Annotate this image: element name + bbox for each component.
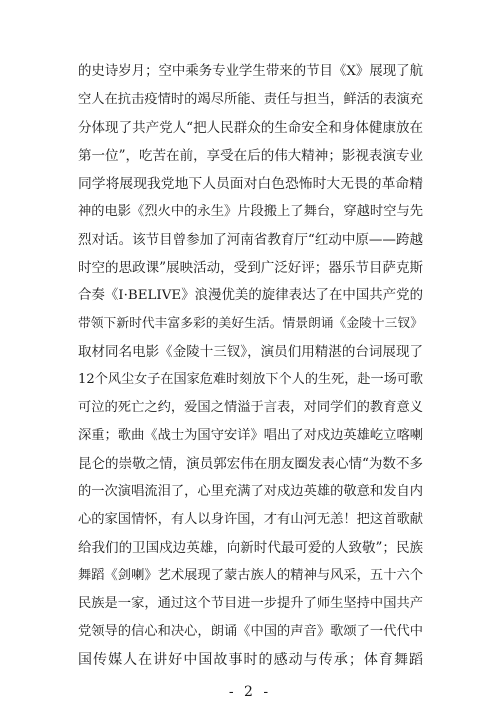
text-line: 分体现了共产党人“把人民群众的生命安全和身体健康放在 bbox=[78, 120, 423, 136]
text-line: 空人在抗击疫情时的竭尽所能、责任与担当，鲜活的表演充 bbox=[78, 92, 423, 107]
text-line: 第一位”，吃苦在前，享受在后的伟大精神；影视表演专业 bbox=[78, 148, 423, 164]
text-line: 党领导的信心和决心，朗诵《中国的声音》歌颂了一代代中 bbox=[78, 624, 423, 639]
text-line: 国传媒人在讲好中国故事时的感动与传承；体育舞蹈 bbox=[78, 652, 423, 668]
text-line: 的史诗岁月；空中乘务专业学生带来的节目《X》展现了航 bbox=[78, 64, 423, 79]
text-line: 可泣的死亡之约，爱国之情溢于言表，对同学们的教育意义 bbox=[78, 400, 423, 415]
text-line: 带领下新时代丰富多彩的美好生活。情景朗诵《金陵十三钗》 bbox=[78, 316, 423, 331]
body-text bbox=[78, 58, 423, 674]
text-line: 烈对话。该节目曾参加了河南省教育厅“红动中原——跨越 bbox=[78, 232, 423, 248]
text-line: 12个风尘女子在国家危难时刻放下个人的生死，赴一场可歌 bbox=[78, 372, 423, 387]
text-line: 给我们的卫国戍边英雄，向新时代最可爱的人致敬”；民族 bbox=[78, 540, 423, 556]
text-line: 民族是一家，通过这个节目进一步提升了师生坚持中国共产 bbox=[78, 596, 423, 611]
text-line: 神的电影《烈火中的永生》片段搬上了舞台，穿越时空与先 bbox=[78, 204, 423, 219]
text-line: 同学将展现我党地下人员面对白色恐怖时大无畏的革命精 bbox=[78, 176, 423, 192]
text-line: 时空的思政课”展映活动，受到广泛好评；器乐节目萨克斯 bbox=[78, 260, 423, 276]
text-line: 昆仑的崇敬之情，演员郭宏伟在朋友圈发表心情“为数不多 bbox=[78, 456, 423, 472]
text-line: 舞蹈《剑喇》艺术展现了蒙古族人的精神与风采，五十六个 bbox=[78, 568, 423, 583]
page-number: - 2 - bbox=[228, 684, 272, 700]
text-line: 合奏《I·BELIVE》浪漫优美的旋律表达了在中国共产党的 bbox=[78, 288, 423, 303]
text-line: 心的家国情怀，有人以身许国，才有山河无恙！把这首歌献 bbox=[78, 512, 423, 527]
text-line: 的一次演唱流泪了，心里充满了对戍边英雄的敬意和发自内 bbox=[78, 484, 423, 499]
text-line: 深重；歌曲《战士为国守安详》唱出了对戍边英雄屹立喀喇 bbox=[78, 428, 423, 443]
text-line: 取材同名电影《金陵十三钗》，演员们用精湛的台词展现了 bbox=[78, 344, 423, 360]
